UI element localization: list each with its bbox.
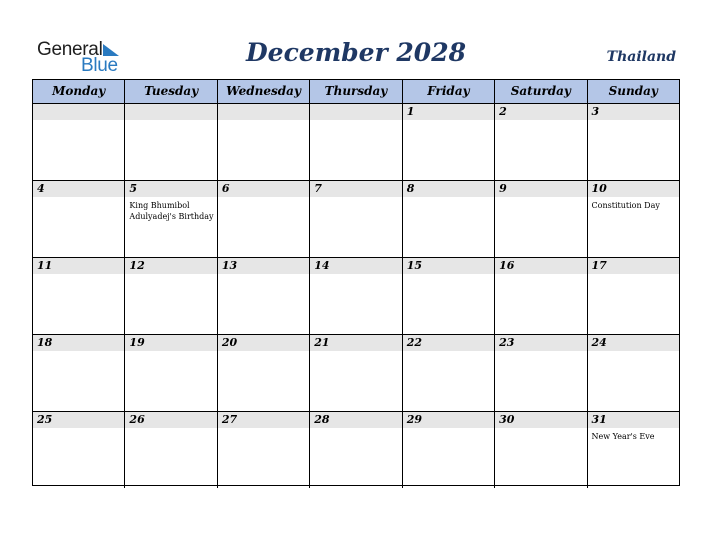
day-cell[interactable] (33, 181, 125, 257)
day-number: 10 (591, 182, 607, 195)
day-number: 4 (37, 182, 45, 195)
holiday-label: New Year's Eve (591, 432, 655, 441)
weekday-thursday: Thursday (310, 80, 402, 103)
day-number: 20 (221, 336, 238, 349)
week-row (33, 104, 679, 181)
day-cell[interactable] (125, 104, 217, 180)
day-number: 1 (406, 105, 415, 118)
day-number: 21 (314, 336, 330, 349)
day-number: 6 (221, 182, 230, 195)
day-number-band (310, 104, 401, 120)
day-cell[interactable] (403, 258, 495, 334)
day-number-band (33, 104, 124, 120)
day-cell[interactable] (310, 412, 402, 488)
day-cell[interactable] (218, 181, 310, 257)
day-number: 5 (129, 182, 138, 195)
day-cell[interactable] (218, 412, 310, 488)
day-cell[interactable] (125, 335, 217, 411)
day-cell[interactable] (588, 258, 679, 334)
day-cell[interactable] (310, 335, 402, 411)
day-number-band (218, 104, 309, 120)
week-row (33, 258, 679, 335)
weekday-sunday: Sunday (608, 84, 658, 98)
day-cell[interactable] (588, 181, 679, 257)
day-number: 28 (314, 413, 330, 426)
holiday-label: King Bhumibol Adulyadej's Birthday (129, 201, 214, 221)
day-cell[interactable] (310, 181, 402, 257)
day-number: 31 (591, 413, 607, 426)
day-cell[interactable] (33, 258, 125, 334)
day-number: 7 (314, 182, 322, 195)
day-cell[interactable] (495, 104, 587, 180)
day-cell[interactable] (310, 258, 402, 334)
day-number: 18 (37, 336, 53, 349)
day-number: 3 (591, 105, 600, 118)
day-number-band (495, 181, 586, 197)
day-number-band (403, 181, 494, 197)
day-number: 24 (591, 336, 607, 349)
day-number: 16 (499, 259, 515, 272)
day-number-band (125, 181, 216, 197)
day-number-band (310, 181, 401, 197)
day-cell[interactable] (588, 335, 679, 411)
weekday-monday: Monday (33, 80, 125, 103)
day-number: 19 (129, 336, 145, 349)
day-number: 13 (221, 259, 238, 272)
day-number: 12 (129, 259, 145, 272)
day-number: 17 (591, 259, 607, 272)
day-cell[interactable] (125, 181, 217, 257)
weekday-wednesday: Wednesday (218, 80, 310, 103)
day-number-band (125, 104, 216, 120)
day-cell[interactable] (495, 335, 587, 411)
weekday-tuesday: Tuesday (125, 80, 217, 103)
day-number: 23 (499, 336, 515, 349)
generalblue-logo (37, 39, 137, 75)
weekday-friday: Friday (403, 80, 495, 103)
day-number: 22 (406, 336, 422, 349)
day-number-band (33, 181, 124, 197)
day-cell[interactable] (403, 335, 495, 411)
day-number: 26 (129, 413, 145, 426)
day-cell[interactable] (588, 104, 679, 180)
day-cell[interactable] (125, 412, 217, 488)
day-cell[interactable] (403, 104, 495, 180)
holiday-label: Constitution Day (591, 201, 660, 210)
day-number: 9 (499, 182, 507, 195)
logo-text-blue: Blue (81, 55, 118, 76)
day-cell[interactable] (218, 104, 310, 180)
weekday-header (33, 80, 679, 104)
weeks-container (33, 104, 679, 488)
day-cell[interactable] (403, 412, 495, 488)
day-cell[interactable] (218, 335, 310, 411)
day-number: 11 (37, 259, 53, 272)
day-cell[interactable] (33, 335, 125, 411)
day-cell[interactable] (125, 258, 217, 334)
day-number: 29 (406, 413, 422, 426)
week-row (33, 412, 679, 488)
day-number: 2 (499, 105, 507, 118)
day-cell[interactable] (403, 181, 495, 257)
day-number-band (495, 104, 586, 120)
day-number-band (403, 104, 494, 120)
calendar-title: December 2028 (245, 38, 466, 67)
weekday-saturday: Saturday (495, 80, 587, 103)
week-row (33, 335, 679, 412)
day-cell[interactable] (33, 412, 125, 488)
day-cell[interactable] (310, 104, 402, 180)
country-label: Thailand (606, 49, 676, 65)
day-number-band (218, 181, 309, 197)
day-number: 25 (37, 413, 53, 426)
day-cell[interactable] (495, 258, 587, 334)
day-number: 8 (406, 182, 415, 195)
day-cell[interactable] (495, 412, 587, 488)
day-cell[interactable] (218, 258, 310, 334)
day-cell[interactable] (588, 412, 679, 488)
calendar-grid (32, 79, 680, 486)
day-number: 14 (314, 259, 330, 272)
day-number: 15 (406, 259, 422, 272)
day-cell[interactable] (33, 104, 125, 180)
logo-text-general: General (37, 39, 103, 60)
week-row (33, 181, 679, 258)
day-number: 27 (221, 413, 238, 426)
day-number-band (588, 104, 679, 120)
day-cell[interactable] (495, 181, 587, 257)
day-number: 30 (499, 413, 515, 426)
